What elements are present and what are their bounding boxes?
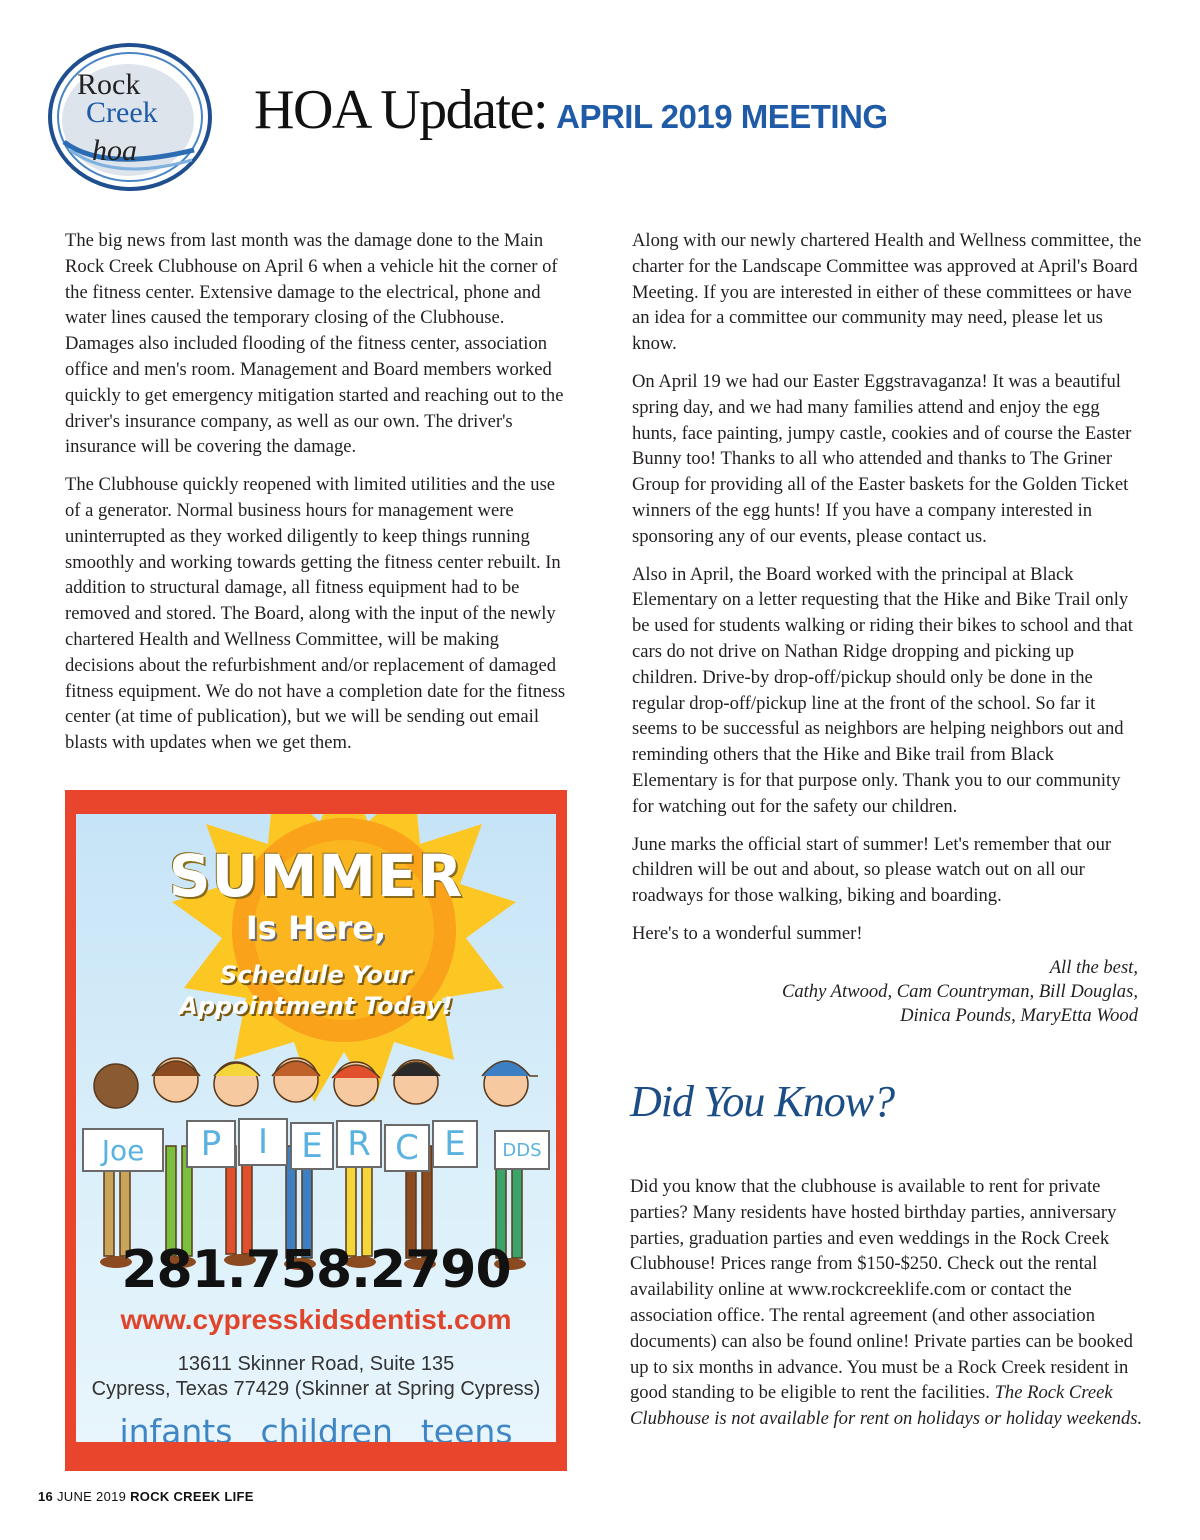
svg-text:Creek: Creek (86, 96, 158, 129)
sign-first-name: Joe (82, 1128, 164, 1172)
right-column-article (632, 228, 1142, 959)
svg-text:hoa: hoa (92, 134, 137, 167)
age-group: children (260, 1412, 393, 1442)
ad-address-line-2: Cypress, Texas 77429 (Skinner at Spring Cypress) (91, 1378, 541, 1400)
article-paragraph: On April 19 we had our Easter Eggstravaganza! It was a beautiful spring day, and we had many families attend and enjoy the egg hunts, face painting, jumpy castle, cookies and of course the Easter Bunny too! Thanks to all who attended and thanks to The Griner Group for providing all of the Easter baskets for the Golden Ticket winners of the egg hunts! If you have a company interested in sponsoring any of our events, please contact us. (632, 370, 1132, 547)
publication-name: ROCK CREEK LIFE (130, 1489, 254, 1504)
did-you-know-heading: Did You Know? (630, 1077, 895, 1126)
signoff (718, 956, 1138, 1028)
ad-headline: SUMMER (168, 842, 464, 910)
sign-letter-i: I (238, 1118, 288, 1166)
article-paragraph: The Clubhouse quickly reopened with limited utilities and the use of a generator. Normal business hours for management were uninterrupted as they worked diligently to keep things running smoothly and working towards getting the fitness center rebuilt. In addition to structural damage, all fitness equipment had to be removed and stored. The Board, along with the input of the newly chartered Health and Wellness Committee, will be making decisions about the refurbishment and/or replacement of damaged fitness equipment. We do not have a completion date for the fitness center (at time of publication), but we will be sending out email blasts with updates when we get them. (65, 474, 566, 754)
article-paragraph: The big news from last month was the damage done to the Main Rock Creek Clubhouse on April 6 when a vehicle hit the corner of the fitness center. Extensive damage to the electrical, phone and water lines caused the temporary closing of the Clubhouse. Damages also included flooding of the fitness center, association office and men's room. Management and Board members worked quickly to get emergency mitigation started and reaching out to the driver's insurance company, as well as our own. The driver's insurance will be covering the damage. (65, 230, 564, 458)
signoff-greeting: All the best, (1049, 957, 1138, 978)
sign-suffix: DDS (494, 1130, 550, 1170)
svg-text:Rock: Rock (77, 68, 141, 101)
did-you-know-text: Did you know that the clubhouse is available to rent for private parties? Many residents have hosted birthday parties, anniversary parties, graduation parties and even weddings in the Rock Creek Clubhouse! Prices range from $150-$250. Check out the rental availability online at www.rockcreeklife.com or contact the association office. The rental agreement (and other association documents) can also be found online! Private parties can be booked up to six months in advance. You must be a Rock Creek resident in good standing to be eligible to rent the facilities. (630, 1176, 1133, 1404)
left-column-article (65, 228, 570, 768)
article-paragraph: Here's to a wonderful summer! (632, 922, 863, 944)
page-footer (38, 1489, 254, 1504)
age-group: teens (420, 1412, 513, 1442)
age-group: infants (119, 1412, 233, 1442)
signoff-names-1: Cathy Atwood, Cam Countryman, Bill Douglas, (781, 981, 1138, 1002)
sign-letter-r: R (336, 1120, 382, 1168)
ad-website-link[interactable]: www.cypresskidsdentist.com (120, 1304, 512, 1335)
ad-panel (76, 814, 556, 1442)
sign-letter-c: C (384, 1124, 430, 1172)
did-you-know-note: The Rock Creek Clubhouse is not available for rent on holidays or holiday weekends. (630, 1382, 1143, 1430)
logo-emblem-icon (44, 42, 220, 192)
cta-line-1: Schedule Your (220, 961, 412, 989)
dentist-advertisement[interactable] (65, 790, 567, 1471)
cta-line-2: Appointment Today! (179, 992, 453, 1020)
page-title (254, 78, 888, 142)
rock-creek-hoa-logo (44, 42, 220, 192)
sign-letter-e: E (290, 1122, 334, 1170)
article-paragraph: Also in April, the Board worked with the principal at Black Elementary on a letter requesting that the Hike and Bike Trail only be used for students walking or riding their bikes to school and that cars do not drive on Nathan Ridge dropping and picking up children. Drive-by drop-off/pickup should only be done in the regular drop-off/pickup line at the front of the school. So far it seems to be successful as neighbors are helping neighbors out and reminding others that the Hike and Bike trail from Black Elementary is for that purpose only. Thank you to our community for watching out for the safety our children. (632, 563, 1133, 817)
sign-letter-p: P (186, 1120, 236, 1168)
article-paragraph: June marks the official start of summer! Let's remember that our children will be out and about, so please watch out on all our roadways for those walking, biking and boarding. (632, 833, 1112, 907)
article-paragraph: Along with our newly chartered Health and Wellness committee, the charter for the Landscape Committee was approved at April's Board Meeting. If you are interested in either of these committees or have an idea for a committee our community may need, please let us know. (632, 230, 1142, 355)
ad-phone-number[interactable]: 281.758.2790 (121, 1240, 511, 1300)
ad-address-line-1: 13611 Skinner Road, Suite 135 (177, 1353, 455, 1375)
issue-date: JUNE 2019 (56, 1489, 127, 1504)
sign-letter-e-2: E (432, 1120, 478, 1168)
signoff-names-2: Dinica Pounds, MaryEtta Wood (900, 1005, 1138, 1026)
ad-age-groups (76, 1412, 556, 1442)
title-subtitle: APRIL 2019 MEETING (556, 98, 888, 135)
ad-subheadline: Is Here, (245, 909, 387, 947)
title-main: HOA Update: (254, 79, 548, 141)
page-number: 16 (38, 1489, 54, 1504)
did-you-know-body (630, 1174, 1150, 1432)
ad-address (76, 1352, 556, 1402)
ad-call-to-action (76, 960, 556, 1022)
